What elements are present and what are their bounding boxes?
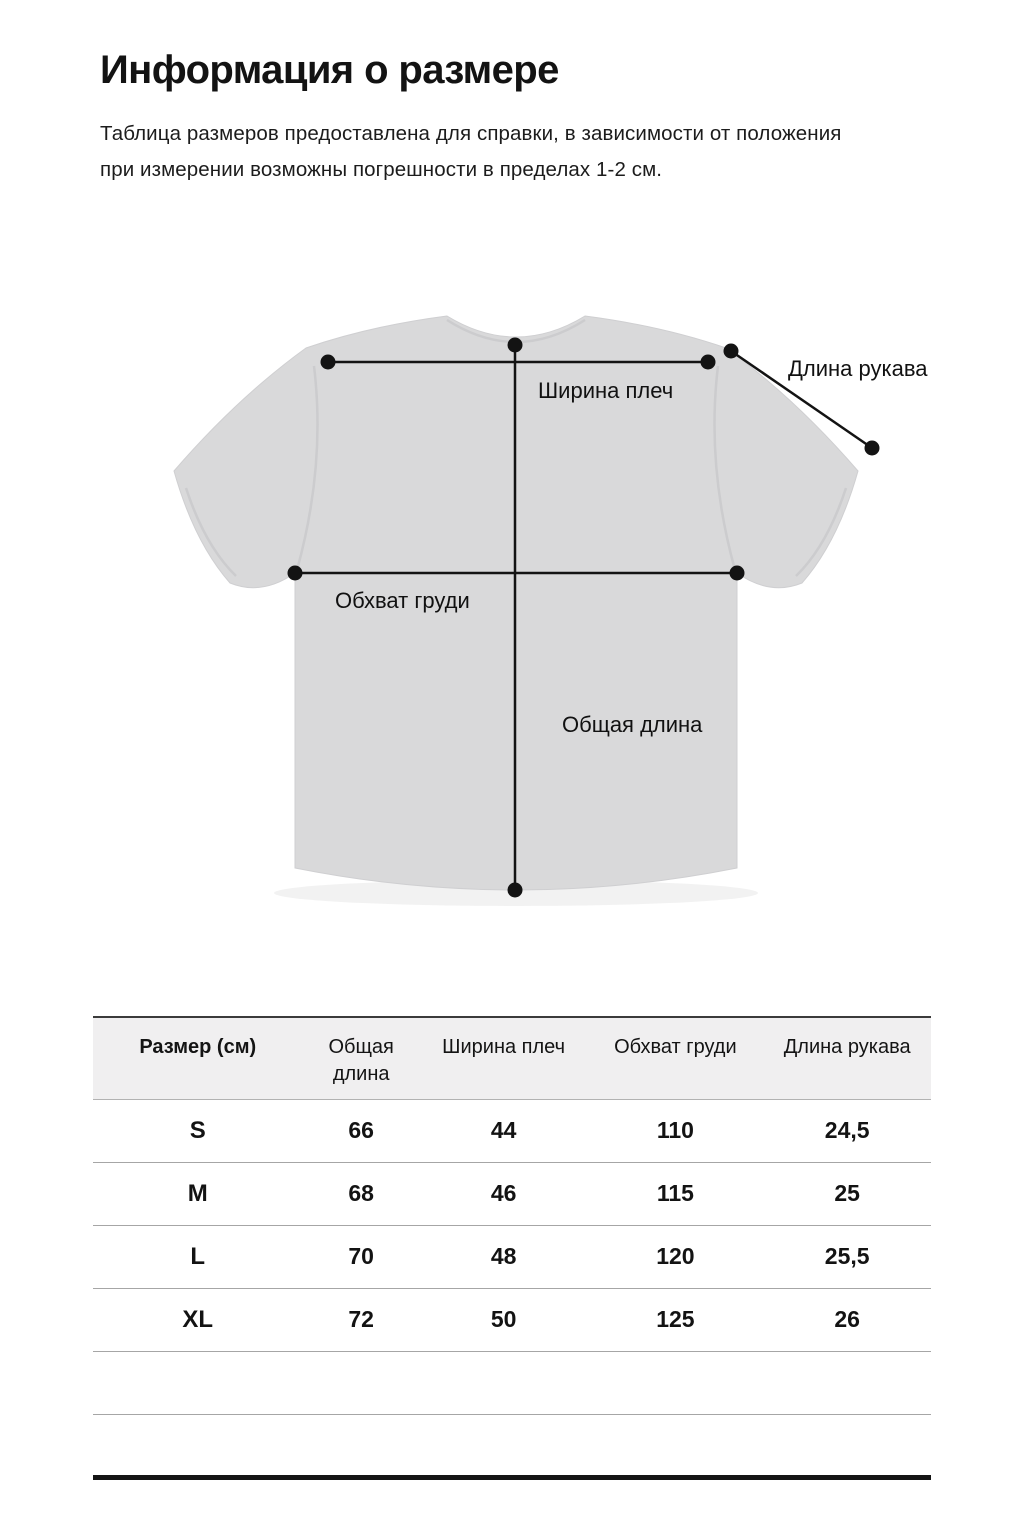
shoulder-width-label: Ширина плеч [538,378,674,403]
shoulder-width-dot-left [321,355,336,370]
size-value: L [93,1225,303,1288]
page-subtitle [100,116,841,188]
sleeve-value: 25 [763,1162,931,1225]
size-table [93,1016,931,1480]
table-row-s [93,1099,931,1162]
col-header-length: Общая длина [303,1017,420,1099]
chest-value: 125 [587,1288,763,1351]
shoulder-value: 50 [420,1288,588,1351]
subtitle-line-2: при измерении возможны погрешности в пределах 1-2 см. [100,158,663,181]
table-row-m [93,1162,931,1225]
table-row-empty [93,1414,931,1477]
sleeve-length-dot-bottom [865,441,880,456]
chest-value: 110 [587,1099,763,1162]
length-value: 68 [303,1162,420,1225]
shoulder-width-dot-right [701,355,716,370]
sleeve-length-label: Длина рукава [788,356,928,381]
length-value: 70 [303,1225,420,1288]
chest-value: 120 [587,1225,763,1288]
col-header-sleeve: Длина рукава [763,1017,931,1099]
size-value: M [93,1162,303,1225]
table-row-xl [93,1288,931,1351]
total-length-dot-bottom [508,883,523,898]
shoulder-value: 48 [420,1225,588,1288]
page-title: Информация о размере [100,48,559,92]
size-table-header-row [93,1017,931,1099]
chest-dot-left [288,566,303,581]
sleeve-value: 25,5 [763,1225,931,1288]
size-value: S [93,1099,303,1162]
subtitle-line-1: Таблица размеров предоставлена для справки, в зависимости от положения [100,122,842,145]
col-header-shoulder: Ширина плеч [420,1017,588,1099]
tshirt-measurement-diagram [90,280,935,950]
chest-dot-right [730,566,745,581]
length-value: 66 [303,1099,420,1162]
chest-value: 115 [587,1162,763,1225]
col-header-chest: Обхват груди [587,1017,763,1099]
shoulder-value: 46 [420,1162,588,1225]
sleeve-length-dot-top [724,344,739,359]
total-length-dot-top [508,338,523,353]
size-value: XL [93,1288,303,1351]
sleeve-value: 24,5 [763,1099,931,1162]
chest-label: Обхват груди [335,588,470,613]
total-length-label: Общая длина [562,712,703,737]
sleeve-value: 26 [763,1288,931,1351]
col-header-size: Размер (см) [93,1017,303,1099]
length-value: 72 [303,1288,420,1351]
shoulder-value: 44 [420,1099,588,1162]
table-row-l [93,1225,931,1288]
table-row-empty [93,1351,931,1414]
